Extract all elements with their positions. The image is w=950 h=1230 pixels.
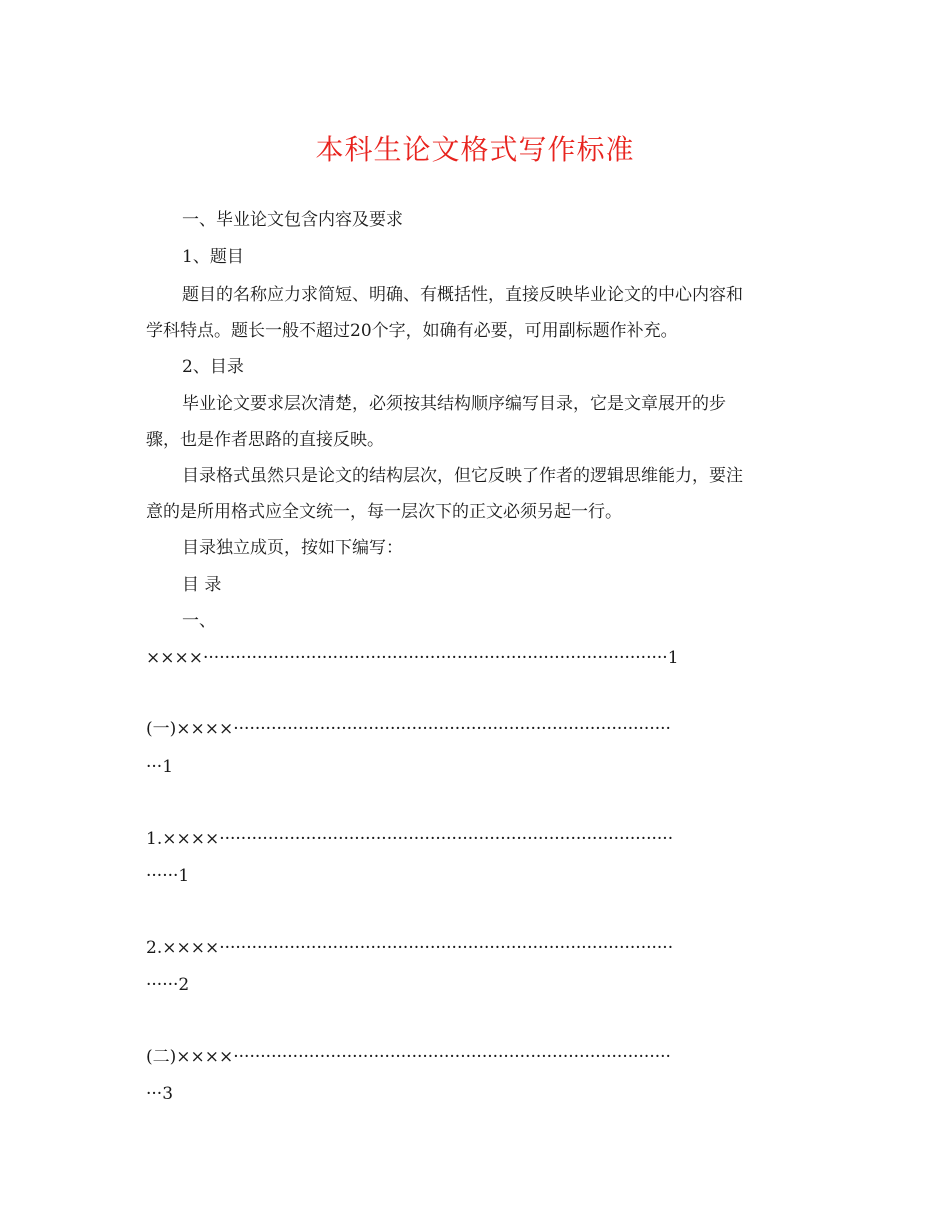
toc-entry-page: ···1 [146, 757, 174, 777]
toc-entry-page: ······1 [146, 866, 190, 886]
item-heading-title: 1、题目 [182, 247, 244, 267]
paragraph-line: 毕业论文要求层次清楚，必须按其结构顺序编写目录，它是文章展开的步 [182, 394, 726, 414]
paragraph-line: 学科特点。题长一般不超过20个字，如确有必要，可用副标题作补充。 [146, 321, 678, 341]
section-heading: 一、毕业论文包含内容及要求 [182, 210, 403, 230]
toc-heading: 目 录 [182, 575, 222, 595]
toc-entry-line: (二)××××················································································· [146, 1047, 671, 1067]
toc-item-label: 一、 [182, 611, 216, 631]
toc-entry-line: 2.××××···················································································· [146, 938, 674, 958]
toc-entry-page: ······2 [146, 975, 190, 995]
toc-entry-page: ···3 [146, 1084, 174, 1104]
item-heading-toc: 2、目录 [182, 357, 244, 377]
paragraph-line: 目录格式虽然只是论文的结构层次，但它反映了作者的逻辑思维能力，要注 [182, 466, 743, 486]
paragraph-line: 意的是所用格式应全文统一，每一层次下的正文必须另起一行。 [146, 502, 622, 522]
paragraph-line: 目录独立成页，按如下编写： [182, 538, 403, 558]
toc-entry-line: (一)××××················································································· [146, 719, 671, 739]
paragraph-line: 题目的名称应力求简短、明确、有概括性，直接反映毕业论文的中心内容和 [182, 285, 743, 305]
document-title: 本科生论文格式写作标准 [315, 133, 635, 166]
toc-entry-line: 1.××××···················································································· [146, 829, 674, 849]
toc-entry-line: ××××······················································································1 [146, 648, 679, 668]
paragraph-line: 骤，也是作者思路的直接反映。 [146, 430, 384, 450]
